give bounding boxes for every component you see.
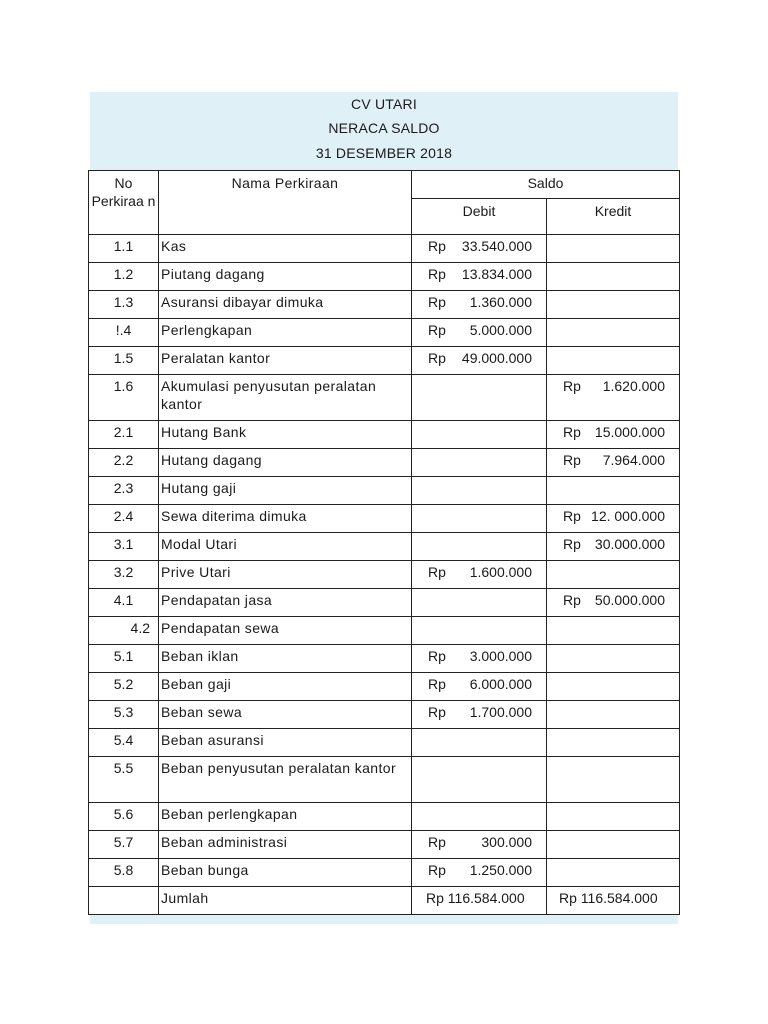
account-name: Hutang Bank bbox=[161, 424, 247, 440]
cell-account-no bbox=[89, 701, 159, 729]
account-name: Piutang dagang bbox=[161, 266, 265, 282]
header-saldo-label: Saldo bbox=[527, 175, 564, 191]
cell-debit bbox=[412, 673, 547, 701]
account-name: Asuransi dibayar dimuka bbox=[161, 294, 324, 310]
cell-kredit bbox=[547, 757, 680, 803]
kredit-amount bbox=[549, 561, 677, 563]
header-name-label: Nama Perkiraan bbox=[231, 175, 339, 191]
total-row bbox=[89, 887, 680, 915]
cell-kredit bbox=[547, 831, 680, 859]
kredit-currency: Rp bbox=[563, 378, 581, 394]
cell-debit bbox=[412, 561, 547, 589]
cell-debit bbox=[412, 701, 547, 729]
table-row bbox=[89, 831, 680, 859]
cell-total-debit bbox=[412, 887, 547, 915]
debit-currency: Rp bbox=[428, 322, 446, 338]
cell-debit bbox=[412, 505, 547, 533]
debit-amount bbox=[414, 347, 544, 367]
kredit-amount bbox=[549, 729, 677, 731]
cell-debit bbox=[412, 375, 547, 421]
kredit-amount bbox=[549, 235, 677, 237]
table-row bbox=[89, 561, 680, 589]
cell-account-no bbox=[89, 673, 159, 701]
debit-amount bbox=[414, 803, 544, 805]
account-name: Beban perlengkapan bbox=[161, 806, 298, 822]
account-no: 1.5 bbox=[113, 350, 134, 366]
debit-amount bbox=[414, 561, 544, 581]
table-row bbox=[89, 421, 680, 449]
debit-value: 1.700.000 bbox=[469, 704, 532, 720]
account-name: Beban asuransi bbox=[161, 732, 264, 748]
kredit-currency: Rp bbox=[563, 536, 581, 552]
cell-account-no bbox=[89, 859, 159, 887]
account-no: 1.3 bbox=[113, 294, 134, 310]
account-name: Beban sewa bbox=[161, 704, 243, 720]
account-name: Perlengkapan bbox=[161, 322, 253, 338]
debit-amount bbox=[414, 589, 544, 591]
debit-value: 33.540.000 bbox=[461, 238, 532, 254]
account-name: Beban gaji bbox=[161, 676, 232, 692]
debit-amount bbox=[414, 235, 544, 255]
table-row bbox=[89, 803, 680, 831]
cell-kredit bbox=[547, 347, 680, 375]
cell-account-no bbox=[89, 617, 159, 645]
account-name: Pendapatan jasa bbox=[161, 592, 273, 608]
table-row bbox=[89, 477, 680, 505]
trial-balance-table bbox=[88, 170, 680, 915]
cell-account-no bbox=[89, 831, 159, 859]
table-row bbox=[89, 673, 680, 701]
cell-account-no bbox=[89, 533, 159, 561]
account-name: Beban administrasi bbox=[161, 834, 288, 850]
table-row bbox=[89, 533, 680, 561]
cell-debit bbox=[412, 533, 547, 561]
kredit-amount bbox=[549, 701, 677, 703]
kredit-amount bbox=[549, 757, 677, 759]
kredit-amount bbox=[549, 831, 677, 833]
account-name: Peralatan kantor bbox=[161, 350, 271, 366]
total-no bbox=[91, 887, 156, 889]
kredit-value: 12. 000.000 bbox=[591, 508, 665, 524]
cell-account-name bbox=[159, 375, 412, 421]
cell-kredit bbox=[547, 701, 680, 729]
cell-kredit bbox=[547, 859, 680, 887]
account-name: Hutang dagang bbox=[161, 452, 262, 468]
debit-amount bbox=[414, 533, 544, 535]
cell-account-name bbox=[159, 263, 412, 291]
table-row bbox=[89, 729, 680, 757]
account-name: Modal Utari bbox=[161, 536, 237, 552]
header-no bbox=[89, 171, 159, 235]
account-no: 1.2 bbox=[113, 266, 134, 282]
kredit-amount bbox=[549, 449, 677, 469]
cell-account-no bbox=[89, 757, 159, 803]
cell-kredit bbox=[547, 319, 680, 347]
account-name: Kas bbox=[161, 238, 187, 254]
table-row bbox=[89, 645, 680, 673]
debit-value: 300.000 bbox=[481, 834, 532, 850]
kredit-currency: Rp bbox=[563, 592, 581, 608]
cell-account-no bbox=[89, 477, 159, 505]
cell-account-name bbox=[159, 729, 412, 757]
cell-account-name bbox=[159, 347, 412, 375]
debit-amount bbox=[414, 673, 544, 693]
cell-account-name bbox=[159, 645, 412, 673]
trial-balance-table-wrapper bbox=[88, 170, 680, 915]
cell-account-name bbox=[159, 477, 412, 505]
cell-debit bbox=[412, 347, 547, 375]
cell-account-no bbox=[89, 729, 159, 757]
cell-account-name bbox=[159, 319, 412, 347]
cell-account-no bbox=[89, 347, 159, 375]
kredit-amount bbox=[549, 263, 677, 265]
debit-amount bbox=[414, 831, 544, 851]
account-name: Beban penyusutan peralatan kantor bbox=[161, 760, 397, 776]
report-title: NERACA SALDO bbox=[328, 120, 440, 136]
account-no: 2.4 bbox=[113, 508, 134, 524]
cell-account-name bbox=[159, 589, 412, 617]
account-name: Hutang gaji bbox=[161, 480, 237, 496]
cell-total-kredit bbox=[547, 887, 680, 915]
cell-account-no bbox=[89, 561, 159, 589]
debit-value: 6.000.000 bbox=[469, 676, 532, 692]
cell-account-name bbox=[159, 449, 412, 477]
cell-account-no bbox=[89, 803, 159, 831]
table-row bbox=[89, 757, 680, 803]
table-row bbox=[89, 589, 680, 617]
cell-debit bbox=[412, 421, 547, 449]
cell-account-name bbox=[159, 561, 412, 589]
kredit-value: 1.620.000 bbox=[602, 378, 665, 394]
debit-value: 1.250.000 bbox=[469, 862, 532, 878]
account-no: 3.1 bbox=[113, 536, 134, 552]
debit-amount bbox=[414, 859, 544, 879]
cell-account-no bbox=[89, 235, 159, 263]
account-no: 5.4 bbox=[113, 732, 134, 748]
kredit-amount bbox=[549, 859, 677, 861]
cell-kredit bbox=[547, 421, 680, 449]
cell-debit bbox=[412, 803, 547, 831]
debit-amount bbox=[414, 449, 544, 451]
cell-kredit bbox=[547, 533, 680, 561]
debit-value: 13.834.000 bbox=[461, 266, 532, 282]
cell-debit bbox=[412, 729, 547, 757]
account-no: 2.1 bbox=[113, 424, 134, 440]
debit-value: 1.360.000 bbox=[469, 294, 532, 310]
cell-debit bbox=[412, 263, 547, 291]
table-row bbox=[89, 319, 680, 347]
cell-account-no bbox=[89, 645, 159, 673]
kredit-value: 15.000.000 bbox=[594, 424, 665, 440]
cell-kredit bbox=[547, 291, 680, 319]
debit-value: 5.000.000 bbox=[469, 322, 532, 338]
cell-total-no bbox=[89, 887, 159, 915]
header-name bbox=[159, 171, 412, 235]
account-name: Pendapatan sewa bbox=[161, 620, 280, 636]
debit-amount bbox=[414, 421, 544, 423]
cell-account-name bbox=[159, 859, 412, 887]
kredit-currency: Rp bbox=[563, 424, 581, 440]
cell-account-name bbox=[159, 505, 412, 533]
debit-amount bbox=[414, 477, 544, 479]
cell-kredit bbox=[547, 673, 680, 701]
cell-account-name bbox=[159, 291, 412, 319]
cell-kredit bbox=[547, 505, 680, 533]
account-no: 5.7 bbox=[113, 834, 134, 850]
table-row bbox=[89, 291, 680, 319]
debit-amount bbox=[414, 263, 544, 283]
debit-currency: Rp bbox=[428, 862, 446, 878]
kredit-amount bbox=[549, 375, 677, 395]
account-no: 5.8 bbox=[113, 862, 134, 878]
cell-debit bbox=[412, 757, 547, 803]
debit-amount bbox=[414, 617, 544, 619]
account-no: 5.6 bbox=[113, 806, 134, 822]
table-row bbox=[89, 235, 680, 263]
cell-debit bbox=[412, 235, 547, 263]
table-row bbox=[89, 263, 680, 291]
cell-account-name bbox=[159, 803, 412, 831]
debit-currency: Rp bbox=[428, 238, 446, 254]
cell-account-name bbox=[159, 831, 412, 859]
kredit-currency: Rp bbox=[563, 452, 581, 468]
cell-debit bbox=[412, 831, 547, 859]
kredit-amount bbox=[549, 347, 677, 349]
cell-debit bbox=[412, 645, 547, 673]
cell-account-no bbox=[89, 449, 159, 477]
debit-currency: Rp bbox=[428, 294, 446, 310]
debit-amount bbox=[414, 757, 544, 759]
cell-account-no bbox=[89, 263, 159, 291]
header-debit-label: Debit bbox=[462, 203, 496, 219]
cell-kredit bbox=[547, 729, 680, 757]
cell-account-no bbox=[89, 589, 159, 617]
cell-account-no bbox=[89, 291, 159, 319]
account-no: 1.6 bbox=[113, 378, 134, 394]
table-header-row bbox=[89, 171, 680, 199]
cell-kredit bbox=[547, 803, 680, 831]
kredit-value: 7.964.000 bbox=[602, 452, 665, 468]
cell-kredit bbox=[547, 645, 680, 673]
cell-account-no bbox=[89, 375, 159, 421]
debit-currency: Rp bbox=[428, 676, 446, 692]
account-no: 5.3 bbox=[113, 704, 134, 720]
kredit-amount bbox=[549, 421, 677, 441]
debit-amount bbox=[414, 701, 544, 721]
account-no: 5.5 bbox=[113, 760, 134, 776]
account-no: !.4 bbox=[115, 322, 132, 338]
account-no: 5.1 bbox=[113, 648, 134, 664]
debit-amount bbox=[414, 505, 544, 507]
kredit-amount bbox=[549, 291, 677, 293]
kredit-currency: Rp bbox=[563, 508, 581, 524]
account-no: 4.2 bbox=[130, 620, 150, 636]
header-kredit bbox=[547, 199, 680, 235]
kredit-value: 50.000.000 bbox=[594, 592, 665, 608]
header-saldo bbox=[412, 171, 680, 199]
header-no-label: No Perkiraa n bbox=[91, 175, 156, 209]
debit-value: 49.000.000 bbox=[461, 350, 532, 366]
debit-amount bbox=[414, 319, 544, 339]
kredit-amount bbox=[549, 803, 677, 805]
report-date: 31 DESEMBER 2018 bbox=[315, 145, 453, 161]
cell-debit bbox=[412, 617, 547, 645]
debit-currency: Rp bbox=[428, 266, 446, 282]
cell-debit bbox=[412, 449, 547, 477]
account-no: 5.2 bbox=[113, 676, 134, 692]
cell-account-name bbox=[159, 701, 412, 729]
kredit-amount bbox=[549, 505, 677, 525]
cell-total-label bbox=[159, 887, 412, 915]
total-kredit: Rp 116.584.000 bbox=[559, 890, 658, 906]
cell-account-no bbox=[89, 319, 159, 347]
kredit-amount bbox=[549, 645, 677, 647]
account-name: Beban bunga bbox=[161, 862, 249, 878]
cell-account-name bbox=[159, 617, 412, 645]
table-row bbox=[89, 701, 680, 729]
debit-currency: Rp bbox=[428, 350, 446, 366]
kredit-amount bbox=[549, 589, 677, 609]
cell-account-name bbox=[159, 673, 412, 701]
table-row bbox=[89, 859, 680, 887]
cell-account-name bbox=[159, 421, 412, 449]
debit-value: 1.600.000 bbox=[469, 564, 532, 580]
company-name: CV UTARI bbox=[351, 96, 417, 112]
table-row bbox=[89, 449, 680, 477]
table-row bbox=[89, 347, 680, 375]
cell-kredit bbox=[547, 235, 680, 263]
table-row bbox=[89, 617, 680, 645]
cell-debit bbox=[412, 291, 547, 319]
cell-account-name bbox=[159, 235, 412, 263]
account-name: Akumulasi penyusutan peralatan kantor bbox=[161, 378, 377, 412]
account-no: 1.1 bbox=[113, 238, 134, 254]
kredit-amount bbox=[549, 477, 677, 479]
table-row bbox=[89, 505, 680, 533]
header-kredit-label: Kredit bbox=[594, 203, 632, 219]
header-debit bbox=[412, 199, 547, 235]
total-label: Jumlah bbox=[161, 890, 209, 906]
debit-amount bbox=[414, 375, 544, 377]
account-no: 4.1 bbox=[113, 592, 134, 608]
cell-debit bbox=[412, 477, 547, 505]
cell-debit bbox=[412, 319, 547, 347]
table-row bbox=[89, 375, 680, 421]
cell-account-no bbox=[89, 421, 159, 449]
account-no: 2.3 bbox=[113, 480, 134, 496]
kredit-value: 30.000.000 bbox=[594, 536, 665, 552]
kredit-amount bbox=[549, 617, 677, 619]
cell-account-name bbox=[159, 533, 412, 561]
debit-amount bbox=[414, 645, 544, 665]
debit-amount bbox=[414, 729, 544, 731]
cell-kredit bbox=[547, 449, 680, 477]
kredit-amount bbox=[549, 533, 677, 553]
cell-account-no bbox=[89, 505, 159, 533]
debit-currency: Rp bbox=[428, 648, 446, 664]
cell-debit bbox=[412, 589, 547, 617]
kredit-amount bbox=[549, 319, 677, 321]
debit-currency: Rp bbox=[428, 704, 446, 720]
total-debit: Rp 116.584.000 bbox=[426, 890, 525, 906]
cell-kredit bbox=[547, 589, 680, 617]
debit-value: 3.000.000 bbox=[469, 648, 532, 664]
cell-kredit bbox=[547, 263, 680, 291]
debit-currency: Rp bbox=[428, 564, 446, 580]
debit-currency: Rp bbox=[428, 834, 446, 850]
account-no: 3.2 bbox=[113, 564, 134, 580]
account-no: 2.2 bbox=[113, 452, 134, 468]
account-name: Beban iklan bbox=[161, 648, 239, 664]
cell-debit bbox=[412, 859, 547, 887]
cell-account-name bbox=[159, 757, 412, 803]
kredit-amount bbox=[549, 673, 677, 675]
debit-amount bbox=[414, 291, 544, 311]
cell-kredit bbox=[547, 561, 680, 589]
table-body bbox=[89, 235, 680, 915]
cell-kredit bbox=[547, 375, 680, 421]
cell-kredit bbox=[547, 617, 680, 645]
cell-kredit bbox=[547, 477, 680, 505]
account-name: Prive Utari bbox=[161, 564, 231, 580]
account-name: Sewa diterima dimuka bbox=[161, 508, 307, 524]
